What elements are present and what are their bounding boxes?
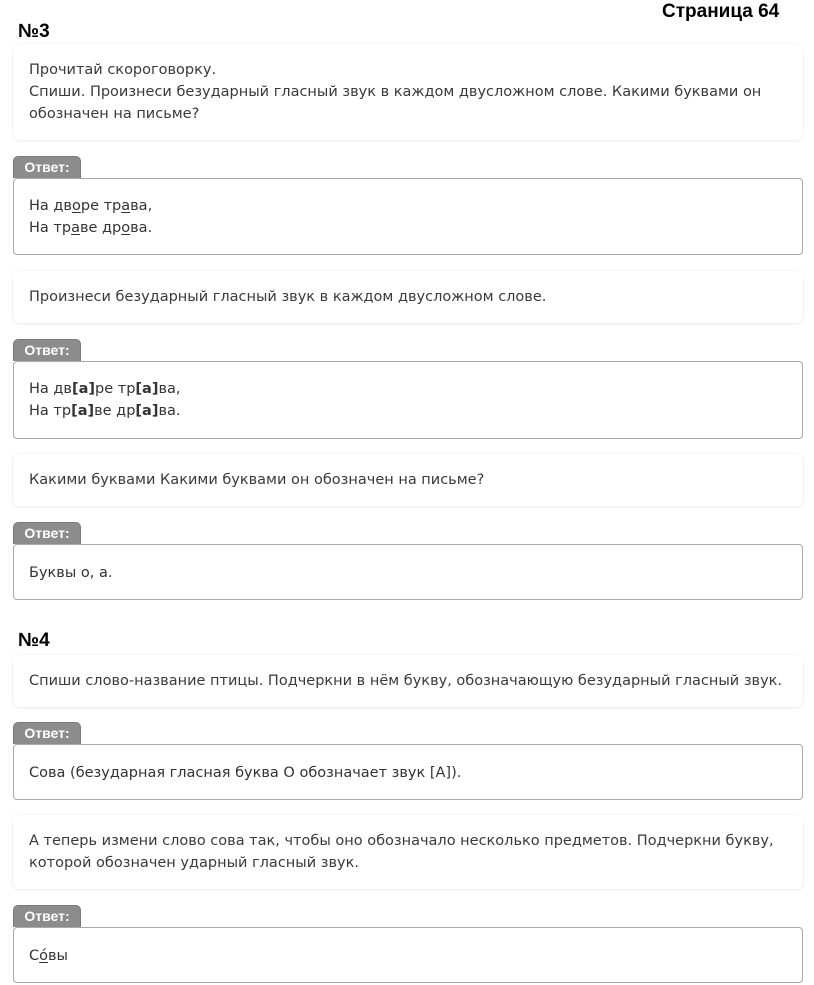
question-text: обозначен на письме? bbox=[29, 106, 200, 122]
task3-answer-3 bbox=[13, 544, 803, 600]
answer-line: Сова (безударная гласная буква О обозначает звук [А]). bbox=[29, 765, 462, 781]
answer-line: Буквы о, а. bbox=[29, 565, 113, 581]
task4-answer-1 bbox=[13, 744, 803, 800]
task3-question-1 bbox=[13, 44, 803, 140]
question-text: Произнеси безударный гласный звук в каждом двусложном слове. bbox=[29, 289, 547, 305]
answer-line: На дворе трава, bbox=[29, 198, 153, 214]
underlined-letter: о bbox=[121, 220, 131, 236]
task3-question-3 bbox=[13, 454, 803, 506]
underlined-letter: а bbox=[121, 198, 131, 214]
sound-transcription: [а] bbox=[135, 381, 159, 397]
task-number-4: №4 bbox=[18, 630, 50, 651]
task-number-3: №3 bbox=[18, 21, 50, 42]
task4-answer-2 bbox=[13, 927, 803, 983]
answer-label: Ответ: bbox=[13, 156, 81, 178]
underlined-letter: а bbox=[71, 220, 80, 236]
answer-label: Ответ: bbox=[13, 339, 81, 361]
underlined-letter: о́ bbox=[39, 948, 48, 964]
page-number: Страница 64 bbox=[662, 1, 780, 22]
answer-label: Ответ: bbox=[13, 905, 81, 927]
question-text: Спиши. Произнеси безударный гласный звук в каждом двусложном слове. Какими буквами он bbox=[29, 84, 762, 100]
sound-transcription: [а] bbox=[71, 381, 96, 397]
task3-question-2 bbox=[13, 271, 803, 323]
question-text: которой обозначен ударный гласный звук. bbox=[29, 855, 359, 871]
sound-transcription: [а] bbox=[71, 403, 95, 419]
question-text: Прочитай скороговорку. bbox=[29, 62, 217, 78]
answer-line: Со́вы bbox=[29, 948, 68, 964]
task3-answer-1 bbox=[13, 178, 803, 255]
task4-question-1 bbox=[13, 655, 803, 707]
answer-label: Ответ: bbox=[13, 722, 81, 744]
question-text: Спиши слово-название птицы. Подчеркни в нём букву, обозначающую безударный гласный звук. bbox=[29, 673, 783, 689]
underlined-letter: о bbox=[71, 198, 81, 214]
answer-label: Ответ: bbox=[13, 522, 81, 544]
answer-line: На траве дрова. bbox=[29, 220, 153, 236]
question-text: Какими буквами Какими буквами он обозначен на письме? bbox=[29, 472, 485, 488]
question-text: А теперь измени слово сова так, чтобы оно обозначало несколько предметов. Подчеркни букву, bbox=[29, 833, 774, 849]
answer-line: На дв[а]ре тр[а]ва, bbox=[29, 381, 181, 397]
sound-transcription: [а] bbox=[135, 403, 159, 419]
task4-question-2 bbox=[13, 815, 803, 889]
answer-line: На тр[а]ве др[а]ва. bbox=[29, 403, 181, 419]
task3-answer-2 bbox=[13, 361, 803, 439]
